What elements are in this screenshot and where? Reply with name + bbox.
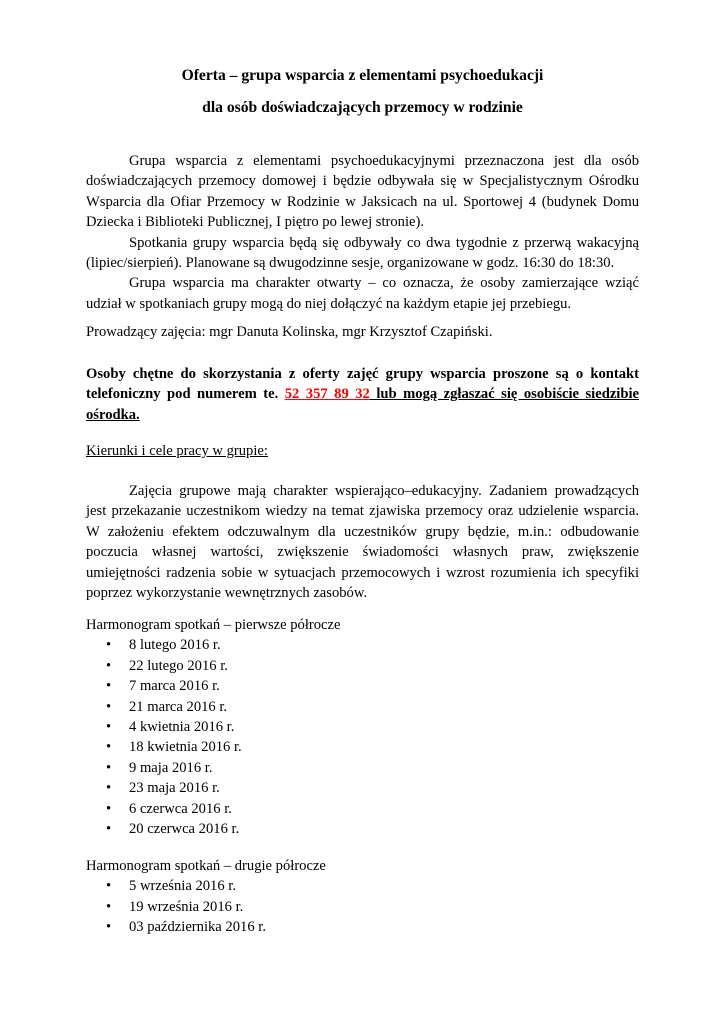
schedule-date-text: 9 maja 2016 r. [129,759,213,776]
leaders-text: Prowadzący zajęcia: mgr Danuta Kolinska, mgr Krzysztof Czapiński. [86,324,493,340]
schedule-date-text: 18 kwietnia 2016 r. [129,739,242,756]
goals-heading-block [86,441,639,461]
schedule-date-item [86,656,639,676]
bullet-icon: • [106,637,112,654]
intro-paragraph-3: Grupa wsparcia ma charakter otwarty – co oznacza, że osoby zamierzające wziąć udział w spotkaniach grupy mogą do niej dołączyć na każdym etapie jej przebiegu. [86,275,639,312]
schedule-date-item [86,897,639,917]
schedule-date-text: 23 maja 2016 r. [129,780,220,797]
intro-section [86,151,639,314]
schedule-date-item [86,876,639,896]
contact-section [86,364,639,425]
schedule-second-half [86,856,639,938]
schedule-date-text: 19 września 2016 r. [129,898,244,915]
schedule-date-text: 5 września 2016 r. [129,878,236,895]
bullet-icon: • [106,820,112,837]
bullet-icon: • [106,898,112,915]
bullet-icon: • [106,780,112,797]
leaders-section [86,322,639,342]
bullet-icon: • [106,657,112,674]
document-title-line1: Oferta – grupa wsparcia z elementami psychoedukacji [181,67,544,84]
intro-paragraph-2: Spotkania grupy wsparcia będą się odbywały co dwa tygodnie z przerwą wakacyjną (lipiec/sierpień). Planowane są dwugodzinne sesje, organizowane w godz. 16:30 do 18:30. [86,234,639,272]
schedule-first-half-heading: Harmonogram spotkań – pierwsze półrocze [86,617,341,633]
bullet-icon: • [106,800,112,817]
schedule-date-text: 20 czerwca 2016 r. [129,820,240,837]
contact-paragraph [86,364,639,425]
schedule-date-text: 22 lutego 2016 r. [129,657,228,674]
schedule-date-item [86,676,639,696]
bullet-icon: • [106,718,112,735]
schedule-date-text: 21 marca 2016 r. [129,698,228,715]
schedule-date-item [86,758,639,778]
schedule-date-item [86,917,639,937]
schedule-date-item [86,635,639,655]
schedule-second-half-heading: Harmonogram spotkań – drugie półrocze [86,858,326,874]
document-title-line2: dla osób doświadczających przemocy w rodzinie [202,99,523,116]
bullet-icon: • [106,919,112,936]
schedule-date-item [86,737,639,757]
schedule-date-text: 03 października 2016 r. [129,919,266,936]
schedule-date-item [86,799,639,819]
schedule-first-half [86,615,639,839]
contact-text-before: Osoby chętne do skorzystania z oferty zajęć grupy wsparcia proszone są o kontakt telefoniczny pod numerem te. [86,366,639,403]
bullet-icon: • [106,698,112,715]
contact-phone-number: 52 357 89 32 [284,386,370,403]
intro-paragraph-1: Grupa wsparcia z elementami psychoedukacyjnymi przeznaczona jest dla osób doświadczających przemocy domowej i będzie odbywała się w Specjalistycznym Ośrodku Wsparcia dla Ofiar Przemocy w Rodzinie w Jaksicach na ul. Sportowej 4 (budynek Domu Dziecka i Biblioteki Publicznej, I piętro po lewej stronie). [86,153,639,231]
schedule-date-text: 6 czerwca 2016 r. [129,800,232,817]
schedule-date-text: 7 marca 2016 r. [129,678,220,695]
schedule-first-half-list [86,635,639,839]
bullet-icon: • [106,678,112,695]
goals-text: Zajęcia grupowe mają charakter wspierająco–edukacyjny. Zadaniem prowadzących jest przekazanie uczestnikom wiedzy na temat zjawiska przemocy oraz udzielenie wsparcia. W założeniu efektem odczuwalnym dla uczestników grupy będzie, m.in.: odbudowanie poczucia własnej wartości, zwiększenie świadomości własnych praw, zwiększenie umiejętności radzenia sobie w sytuacjach przemocowych i wzrost rozumienia ich specyfiki poprzez wykorzystanie wewnętrznych zasobów. [86,483,639,602]
schedule-date-text: 4 kwietnia 2016 r. [129,718,235,735]
goals-section [86,481,639,603]
bullet-icon: • [106,739,112,756]
bullet-icon: • [106,759,112,776]
schedule-date-item [86,778,639,798]
bullet-icon: • [106,878,112,895]
schedule-date-item [86,697,639,717]
contact-text-after: lub mogą zgłaszać się osobiście siedzibie ośrodka. [86,386,639,423]
goals-heading: Kierunki i cele pracy w grupie: [86,443,268,459]
schedule-second-half-list [86,876,639,937]
schedule-date-item [86,717,639,737]
schedule-date-item [86,819,639,839]
schedule-date-text: 8 lutego 2016 r. [129,637,221,654]
